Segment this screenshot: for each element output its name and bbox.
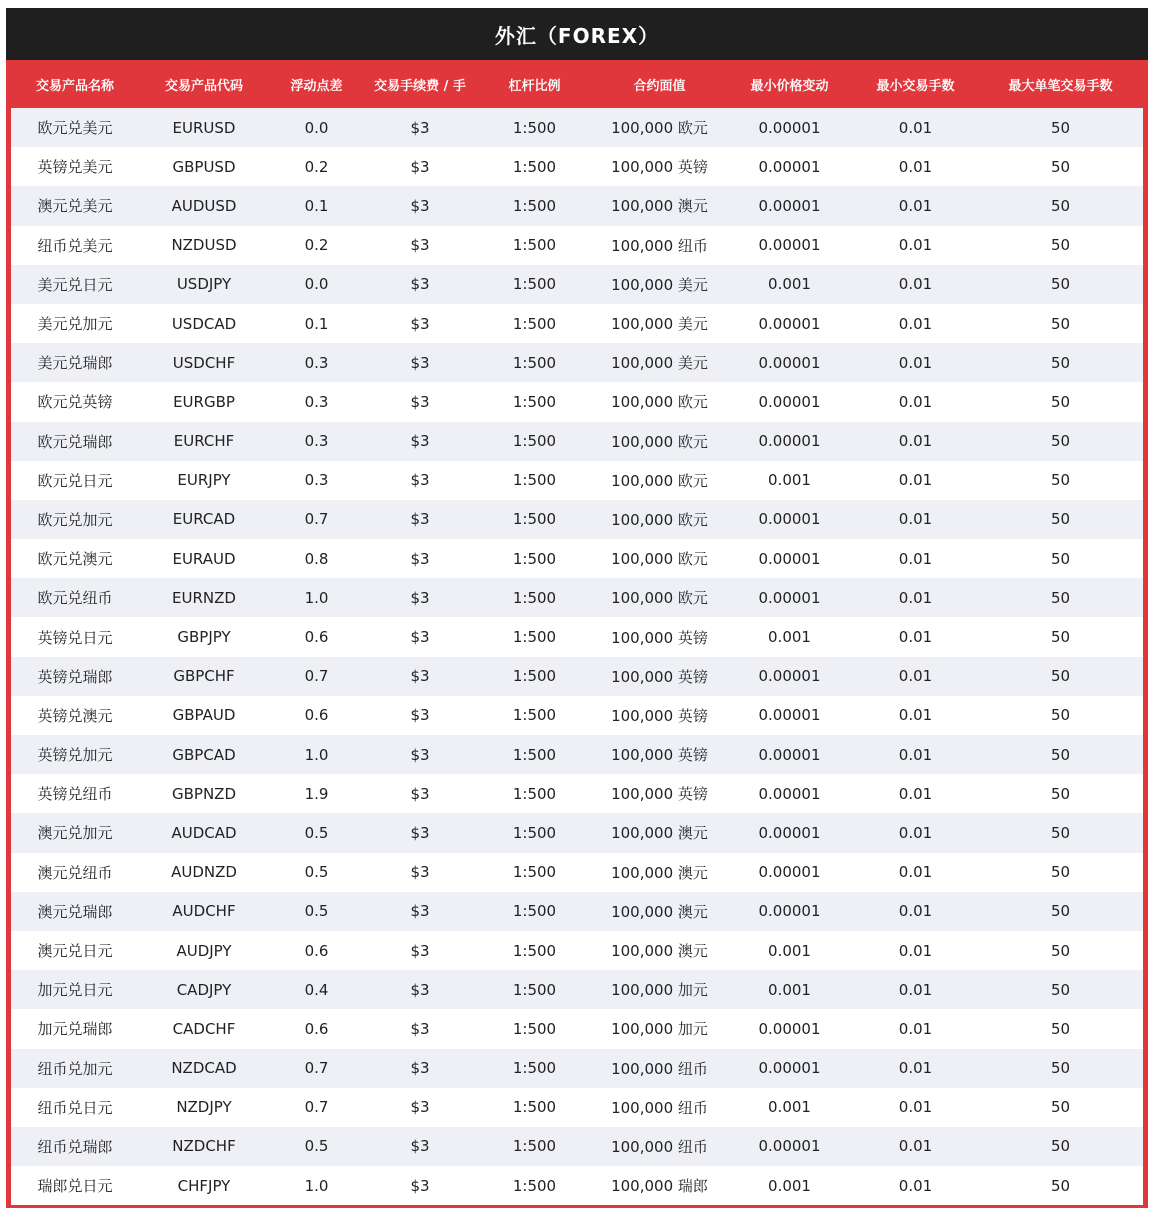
cell-min-lot: 0.01	[898, 353, 933, 372]
table-row	[11, 1009, 1143, 1048]
table-row	[11, 1088, 1143, 1127]
cell-fee: $3	[410, 510, 430, 529]
cell-tick-size: 0.001	[768, 1176, 811, 1195]
cell-leverage: 1:500	[512, 1019, 557, 1038]
column-header: 浮动点差	[290, 78, 343, 94]
cell-code: GBPCHF	[173, 667, 235, 686]
cell-contract-size: 100,000 澳元	[611, 197, 708, 216]
cell-contract-size: 100,000 美元	[611, 275, 708, 294]
cell-fee: $3	[410, 823, 430, 842]
cell-tick-size: 0.00001	[758, 1019, 821, 1038]
cell-code: AUDNZD	[171, 863, 237, 882]
cell-leverage: 1:500	[512, 275, 557, 294]
cell-name: 瑞郎兑日元	[37, 1177, 113, 1196]
cell-leverage: 1:500	[512, 118, 557, 137]
cell-leverage: 1:500	[512, 549, 557, 568]
table-container	[6, 60, 1148, 1208]
cell-min-lot: 0.01	[898, 1019, 933, 1038]
cell-contract-size: 100,000 欧元	[611, 589, 708, 608]
cell-tick-size: 0.00001	[758, 1137, 821, 1156]
cell-name: 欧元兑澳元	[37, 550, 113, 569]
cell-name: 澳元兑日元	[37, 942, 113, 961]
cell-contract-size: 100,000 纽币	[611, 1059, 708, 1078]
cell-fee: $3	[410, 980, 430, 999]
cell-contract-size: 100,000 英镑	[611, 628, 708, 647]
cell-fee: $3	[410, 1098, 430, 1117]
table-row	[11, 422, 1143, 461]
table-row	[11, 931, 1143, 970]
cell-leverage: 1:500	[512, 1176, 557, 1195]
cell-code: EURCAD	[172, 510, 236, 529]
table-row	[11, 108, 1143, 147]
cell-spread: 0.5	[304, 863, 329, 882]
table-row	[11, 500, 1143, 539]
cell-fee: $3	[410, 784, 430, 803]
cell-code: CADJPY	[176, 980, 232, 999]
column-header: 交易产品名称	[35, 78, 114, 94]
cell-max-lot: 50	[1050, 392, 1071, 411]
cell-leverage: 1:500	[512, 823, 557, 842]
cell-leverage: 1:500	[512, 1137, 557, 1156]
cell-fee: $3	[410, 941, 430, 960]
cell-max-lot: 50	[1050, 510, 1071, 529]
cell-leverage: 1:500	[512, 236, 557, 255]
cell-contract-size: 100,000 纽币	[611, 1137, 708, 1156]
cell-contract-size: 100,000 英镑	[611, 706, 708, 725]
cell-fee: $3	[410, 353, 430, 372]
cell-name: 澳元兑美元	[37, 197, 113, 216]
cell-leverage: 1:500	[512, 863, 557, 882]
cell-code: NZDCAD	[171, 1059, 237, 1078]
cell-min-lot: 0.01	[898, 980, 933, 999]
cell-code: USDCHF	[172, 353, 236, 372]
column-header: 杠杆比例	[508, 78, 561, 94]
cell-name: 美元兑瑞郎	[37, 354, 113, 373]
cell-tick-size: 0.00001	[758, 706, 821, 725]
cell-code: AUDCAD	[171, 823, 237, 842]
cell-min-lot: 0.01	[898, 863, 933, 882]
cell-name: 纽币兑加元	[37, 1059, 113, 1078]
cell-leverage: 1:500	[512, 588, 557, 607]
cell-code: AUDUSD	[171, 196, 237, 215]
cell-tick-size: 0.00001	[758, 353, 821, 372]
cell-spread: 0.3	[304, 392, 329, 411]
table-row	[11, 226, 1143, 265]
cell-min-lot: 0.01	[898, 1098, 933, 1117]
cell-min-lot: 0.01	[898, 706, 933, 725]
cell-leverage: 1:500	[512, 392, 557, 411]
cell-contract-size: 100,000 英镑	[611, 746, 708, 765]
cell-spread: 0.4	[304, 980, 329, 999]
cell-max-lot: 50	[1050, 314, 1071, 333]
cell-name: 加元兑日元	[37, 981, 113, 1000]
cell-contract-size: 100,000 美元	[611, 354, 708, 373]
cell-fee: $3	[410, 1137, 430, 1156]
cell-max-lot: 50	[1050, 745, 1071, 764]
cell-name: 纽币兑美元	[37, 236, 113, 255]
cell-max-lot: 50	[1050, 823, 1071, 842]
cell-min-lot: 0.01	[898, 588, 933, 607]
cell-code: GBPNZD	[171, 784, 236, 803]
table-row	[11, 617, 1143, 656]
cell-leverage: 1:500	[512, 902, 557, 921]
cell-code: EURUSD	[172, 118, 236, 137]
cell-code: NZDJPY	[176, 1098, 232, 1117]
table-row	[11, 539, 1143, 578]
cell-max-lot: 50	[1050, 275, 1071, 294]
cell-contract-size: 100,000 欧元	[611, 510, 708, 529]
cell-min-lot: 0.01	[898, 471, 933, 490]
cell-max-lot: 50	[1050, 1098, 1071, 1117]
cell-tick-size: 0.00001	[758, 236, 821, 255]
cell-tick-size: 0.00001	[758, 902, 821, 921]
cell-code: EURGBP	[173, 392, 235, 411]
cell-min-lot: 0.01	[898, 902, 933, 921]
cell-code: GBPJPY	[177, 628, 231, 647]
table-row	[11, 382, 1143, 421]
cell-code: EURNZD	[172, 588, 236, 607]
cell-max-lot: 50	[1050, 471, 1071, 490]
cell-spread: 0.7	[304, 510, 329, 529]
cell-max-lot: 50	[1050, 1059, 1071, 1078]
cell-name: 美元兑日元	[37, 275, 113, 294]
cell-name: 英镑兑纽币	[37, 785, 113, 804]
cell-max-lot: 50	[1050, 784, 1071, 803]
cell-tick-size: 0.001	[768, 1098, 811, 1117]
cell-fee: $3	[410, 745, 430, 764]
table-row	[11, 813, 1143, 852]
cell-fee: $3	[410, 314, 430, 333]
cell-name: 澳元兑瑞郎	[37, 902, 113, 921]
table-body	[11, 108, 1143, 1205]
cell-leverage: 1:500	[512, 432, 557, 451]
cell-name: 欧元兑瑞郎	[37, 432, 113, 451]
cell-min-lot: 0.01	[898, 236, 933, 255]
cell-spread: 0.5	[304, 1137, 329, 1156]
table-row	[11, 892, 1143, 931]
cell-tick-size: 0.00001	[758, 588, 821, 607]
cell-fee: $3	[410, 392, 430, 411]
cell-spread: 0.6	[304, 1019, 329, 1038]
cell-code: EURCHF	[173, 432, 235, 451]
cell-spread: 0.0	[304, 275, 329, 294]
cell-max-lot: 50	[1050, 667, 1071, 686]
cell-leverage: 1:500	[512, 157, 557, 176]
cell-min-lot: 0.01	[898, 1137, 933, 1156]
cell-spread: 0.3	[304, 471, 329, 490]
cell-spread: 1.9	[304, 784, 329, 803]
forex-table	[11, 60, 1143, 1205]
cell-tick-size: 0.00001	[758, 823, 821, 842]
cell-max-lot: 50	[1050, 118, 1071, 137]
cell-code: CHFJPY	[177, 1176, 231, 1195]
cell-spread: 0.1	[304, 314, 329, 333]
cell-min-lot: 0.01	[898, 314, 933, 333]
cell-fee: $3	[410, 902, 430, 921]
cell-tick-size: 0.00001	[758, 432, 821, 451]
cell-name: 英镑兑澳元	[37, 706, 113, 725]
cell-code: NZDCHF	[172, 1137, 236, 1156]
cell-fee: $3	[410, 471, 430, 490]
cell-fee: $3	[410, 588, 430, 607]
cell-name: 纽币兑瑞郎	[37, 1137, 113, 1156]
cell-spread: 0.2	[304, 157, 329, 176]
cell-min-lot: 0.01	[898, 275, 933, 294]
column-header: 交易产品代码	[164, 78, 243, 94]
cell-max-lot: 50	[1050, 1137, 1071, 1156]
cell-fee: $3	[410, 863, 430, 882]
cell-max-lot: 50	[1050, 980, 1071, 999]
cell-fee: $3	[410, 549, 430, 568]
column-header: 合约面值	[633, 78, 686, 94]
cell-code: EURJPY	[177, 471, 231, 490]
cell-min-lot: 0.01	[898, 392, 933, 411]
cell-max-lot: 50	[1050, 236, 1071, 255]
cell-contract-size: 100,000 欧元	[611, 471, 708, 490]
cell-tick-size: 0.001	[768, 941, 811, 960]
cell-leverage: 1:500	[512, 196, 557, 215]
cell-max-lot: 50	[1050, 863, 1071, 882]
cell-spread: 0.6	[304, 941, 329, 960]
cell-code: USDJPY	[176, 275, 232, 294]
column-header: 交易手续费 / 手	[374, 78, 466, 94]
cell-tick-size: 0.00001	[758, 784, 821, 803]
table-row	[11, 735, 1143, 774]
cell-leverage: 1:500	[512, 471, 557, 490]
table-row	[11, 1127, 1143, 1166]
cell-max-lot: 50	[1050, 1176, 1071, 1195]
cell-spread: 0.7	[304, 1098, 329, 1117]
table-row	[11, 970, 1143, 1009]
cell-fee: $3	[410, 196, 430, 215]
cell-tick-size: 0.00001	[758, 549, 821, 568]
cell-spread: 1.0	[304, 745, 329, 764]
cell-fee: $3	[410, 118, 430, 137]
cell-min-lot: 0.01	[898, 784, 933, 803]
cell-leverage: 1:500	[512, 314, 557, 333]
cell-name: 澳元兑纽币	[37, 863, 113, 882]
cell-contract-size: 100,000 加元	[611, 1020, 708, 1039]
cell-name: 欧元兑纽币	[37, 589, 113, 608]
cell-contract-size: 100,000 欧元	[611, 119, 708, 138]
table-row	[11, 696, 1143, 735]
cell-tick-size: 0.00001	[758, 196, 821, 215]
cell-fee: $3	[410, 275, 430, 294]
cell-min-lot: 0.01	[898, 1176, 933, 1195]
cell-spread: 0.8	[304, 549, 329, 568]
cell-min-lot: 0.01	[898, 745, 933, 764]
cell-min-lot: 0.01	[898, 549, 933, 568]
cell-tick-size: 0.00001	[758, 863, 821, 882]
cell-code: EURAUD	[172, 549, 236, 568]
cell-tick-size: 0.001	[768, 471, 811, 490]
cell-max-lot: 50	[1050, 706, 1071, 725]
table-row	[11, 853, 1143, 892]
cell-fee: $3	[410, 432, 430, 451]
cell-max-lot: 50	[1050, 157, 1071, 176]
cell-name: 欧元兑加元	[37, 510, 113, 529]
table-row	[11, 461, 1143, 500]
cell-min-lot: 0.01	[898, 941, 933, 960]
cell-min-lot: 0.01	[898, 118, 933, 137]
cell-min-lot: 0.01	[898, 510, 933, 529]
column-header: 最小交易手数	[876, 78, 955, 94]
cell-code: USDCAD	[171, 314, 237, 333]
cell-leverage: 1:500	[512, 510, 557, 529]
cell-tick-size: 0.00001	[758, 118, 821, 137]
cell-contract-size: 100,000 英镑	[611, 158, 708, 177]
cell-tick-size: 0.00001	[758, 392, 821, 411]
cell-spread: 0.3	[304, 432, 329, 451]
cell-contract-size: 100,000 澳元	[611, 902, 708, 921]
cell-tick-size: 0.001	[768, 980, 811, 999]
column-header: 最大单笔交易手数	[1008, 78, 1113, 94]
cell-contract-size: 100,000 澳元	[611, 863, 708, 882]
cell-spread: 1.0	[304, 588, 329, 607]
cell-fee: $3	[410, 667, 430, 686]
cell-name: 英镑兑瑞郎	[37, 667, 113, 686]
cell-code: CADCHF	[172, 1019, 236, 1038]
cell-code: AUDJPY	[176, 941, 232, 960]
cell-max-lot: 50	[1050, 941, 1071, 960]
cell-contract-size: 100,000 欧元	[611, 432, 708, 451]
cell-max-lot: 50	[1050, 1019, 1071, 1038]
cell-name: 美元兑加元	[37, 315, 113, 334]
cell-spread: 0.7	[304, 667, 329, 686]
cell-spread: 0.0	[304, 118, 329, 137]
cell-fee: $3	[410, 236, 430, 255]
table-row	[11, 304, 1143, 343]
cell-name: 英镑兑美元	[37, 158, 113, 177]
cell-leverage: 1:500	[512, 1098, 557, 1117]
table-row	[11, 265, 1143, 304]
cell-tick-size: 0.001	[768, 275, 811, 294]
table-row	[11, 1166, 1143, 1205]
cell-tick-size: 0.00001	[758, 314, 821, 333]
cell-leverage: 1:500	[512, 353, 557, 372]
table-row	[11, 578, 1143, 617]
cell-name: 欧元兑英镑	[37, 393, 113, 412]
cell-max-lot: 50	[1050, 353, 1071, 372]
cell-max-lot: 50	[1050, 628, 1071, 647]
table-row	[11, 186, 1143, 225]
cell-min-lot: 0.01	[898, 432, 933, 451]
cell-name: 加元兑瑞郎	[37, 1020, 113, 1039]
cell-spread: 0.6	[304, 628, 329, 647]
cell-spread: 0.6	[304, 706, 329, 725]
cell-contract-size: 100,000 欧元	[611, 550, 708, 569]
cell-max-lot: 50	[1050, 549, 1071, 568]
cell-fee: $3	[410, 1019, 430, 1038]
cell-name: 英镑兑加元	[37, 746, 113, 765]
table-row	[11, 147, 1143, 186]
cell-spread: 0.5	[304, 902, 329, 921]
cell-code: GBPUSD	[172, 157, 236, 176]
cell-contract-size: 100,000 欧元	[611, 393, 708, 412]
table-title: 外汇（FOREX）	[6, 8, 1148, 60]
cell-code: GBPAUD	[172, 706, 236, 725]
cell-leverage: 1:500	[512, 628, 557, 647]
cell-contract-size: 100,000 纽币	[611, 1098, 708, 1117]
cell-tick-size: 0.001	[768, 628, 811, 647]
table-row	[11, 343, 1143, 382]
cell-leverage: 1:500	[512, 745, 557, 764]
cell-min-lot: 0.01	[898, 823, 933, 842]
cell-spread: 0.1	[304, 196, 329, 215]
cell-max-lot: 50	[1050, 588, 1071, 607]
cell-min-lot: 0.01	[898, 157, 933, 176]
cell-contract-size: 100,000 澳元	[611, 824, 708, 843]
cell-spread: 0.3	[304, 353, 329, 372]
cell-contract-size: 100,000 瑞郎	[611, 1177, 708, 1196]
cell-contract-size: 100,000 加元	[611, 981, 708, 1000]
cell-leverage: 1:500	[512, 941, 557, 960]
cell-fee: $3	[410, 628, 430, 647]
cell-tick-size: 0.00001	[758, 667, 821, 686]
cell-fee: $3	[410, 157, 430, 176]
cell-code: GBPCAD	[172, 745, 236, 764]
cell-contract-size: 100,000 美元	[611, 315, 708, 334]
cell-name: 澳元兑加元	[37, 824, 113, 843]
table-row	[11, 657, 1143, 696]
cell-spread: 1.0	[304, 1176, 329, 1195]
cell-name: 欧元兑日元	[37, 471, 113, 490]
cell-spread: 0.7	[304, 1059, 329, 1078]
cell-min-lot: 0.01	[898, 196, 933, 215]
cell-name: 纽币兑日元	[37, 1098, 113, 1117]
cell-contract-size: 100,000 英镑	[611, 667, 708, 686]
cell-tick-size: 0.00001	[758, 510, 821, 529]
cell-code: NZDUSD	[171, 236, 237, 255]
cell-fee: $3	[410, 706, 430, 725]
cell-name: 英镑兑日元	[37, 628, 113, 647]
table-row	[11, 1049, 1143, 1088]
forex-table-card	[6, 8, 1148, 1208]
cell-code: AUDCHF	[172, 902, 236, 921]
column-header: 最小价格变动	[750, 78, 829, 94]
cell-fee: $3	[410, 1176, 430, 1195]
cell-tick-size: 0.00001	[758, 1059, 821, 1078]
cell-spread: 0.5	[304, 823, 329, 842]
cell-fee: $3	[410, 1059, 430, 1078]
cell-leverage: 1:500	[512, 667, 557, 686]
cell-leverage: 1:500	[512, 784, 557, 803]
cell-name: 欧元兑美元	[37, 119, 113, 138]
cell-leverage: 1:500	[512, 1059, 557, 1078]
table-row	[11, 774, 1143, 813]
cell-spread: 0.2	[304, 236, 329, 255]
cell-min-lot: 0.01	[898, 628, 933, 647]
cell-leverage: 1:500	[512, 980, 557, 999]
cell-contract-size: 100,000 英镑	[611, 785, 708, 804]
cell-max-lot: 50	[1050, 432, 1071, 451]
cell-tick-size: 0.00001	[758, 745, 821, 764]
header-row	[11, 60, 1143, 108]
cell-max-lot: 50	[1050, 902, 1071, 921]
cell-contract-size: 100,000 纽币	[611, 236, 708, 255]
cell-leverage: 1:500	[512, 706, 557, 725]
cell-max-lot: 50	[1050, 196, 1071, 215]
cell-min-lot: 0.01	[898, 667, 933, 686]
cell-min-lot: 0.01	[898, 1059, 933, 1078]
cell-tick-size: 0.00001	[758, 157, 821, 176]
cell-contract-size: 100,000 澳元	[611, 942, 708, 961]
